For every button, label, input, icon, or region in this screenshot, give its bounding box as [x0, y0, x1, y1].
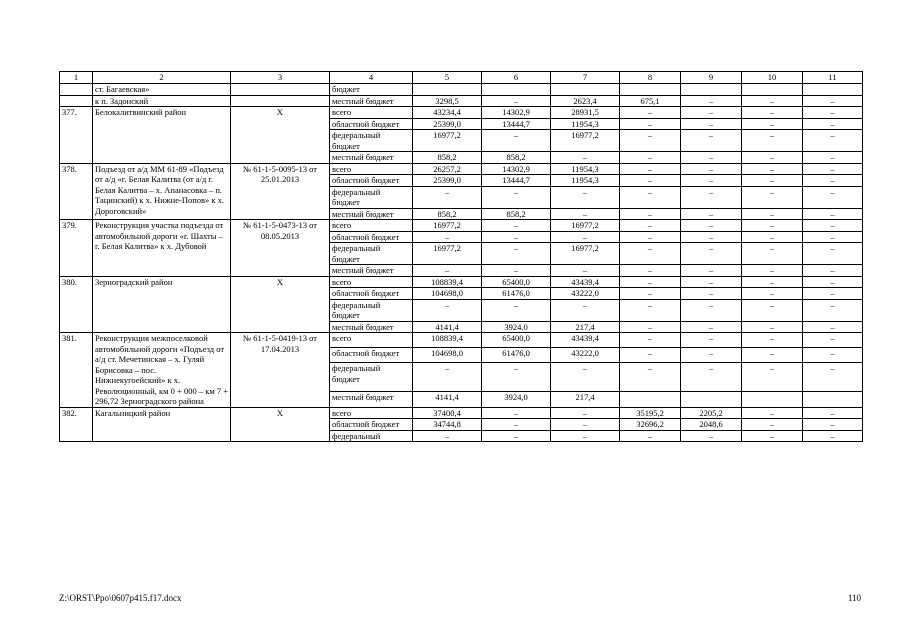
- y6-cell: –: [803, 152, 863, 164]
- source-cell: федеральный бюджет: [330, 299, 413, 321]
- name-cell: Реконструкция участка подъезда от автомобильной дороги «г. Шахты – г. Белая Калитва» к х. Дубовой: [93, 220, 231, 277]
- total-cell: 108839,4: [413, 276, 482, 288]
- source-cell: местный бюджет: [330, 265, 413, 277]
- name-cell: Кагальницкий район: [93, 407, 231, 442]
- name-cell: Зерноградский район: [93, 276, 231, 333]
- header-cell: 6: [482, 72, 551, 84]
- total-cell: 16977,2: [413, 130, 482, 152]
- header-cell: 7: [551, 72, 620, 84]
- y4-cell: –: [681, 107, 742, 119]
- y4-cell: –: [681, 288, 742, 300]
- y5-cell: –: [742, 118, 803, 130]
- y4-cell: –: [681, 276, 742, 288]
- total-cell: 3298,5: [413, 95, 482, 107]
- y1-cell: 14302,9: [482, 107, 551, 119]
- source-cell: местный бюджет: [330, 321, 413, 333]
- total-cell: 104698,0: [413, 348, 482, 363]
- table-row: [60, 107, 863, 119]
- budget-table: [59, 71, 863, 442]
- doc-cell: Х: [231, 407, 330, 442]
- y4-cell: –: [681, 321, 742, 333]
- num-cell: 381.: [60, 333, 93, 408]
- source-cell: федеральный: [330, 430, 413, 442]
- source-cell: областной бюджет: [330, 118, 413, 130]
- y1-cell: 858,2: [482, 208, 551, 220]
- y2-cell: 217,4: [551, 392, 620, 407]
- y1-cell: –: [482, 407, 551, 419]
- page-number: 110: [847, 593, 861, 603]
- y6-cell: –: [803, 220, 863, 232]
- y1-cell: –: [482, 231, 551, 243]
- y6-cell: –: [803, 321, 863, 333]
- source-cell: всего: [330, 407, 413, 419]
- y3-cell: –: [620, 118, 681, 130]
- doc-cell: № 61-1-5-0095-13 от 25.01.2013: [231, 163, 330, 220]
- doc-cell: [231, 95, 330, 107]
- total-cell: –: [413, 299, 482, 321]
- y5-cell: –: [742, 220, 803, 232]
- y3-cell: –: [620, 333, 681, 348]
- y1-cell: 3924,0: [482, 321, 551, 333]
- header-cell: 2: [93, 72, 231, 84]
- header-cell: 9: [681, 72, 742, 84]
- source-cell: областной бюджет: [330, 348, 413, 363]
- y6-cell: –: [803, 419, 863, 431]
- y3-cell: –: [620, 288, 681, 300]
- y1-cell: 14302,9: [482, 163, 551, 175]
- y6-cell: –: [803, 231, 863, 243]
- y2-cell: 11954,3: [551, 118, 620, 130]
- y4-cell: –: [681, 333, 742, 348]
- y4-cell: –: [681, 130, 742, 152]
- header-cell: 4: [330, 72, 413, 84]
- y1-cell: –: [482, 265, 551, 277]
- total-cell: [413, 84, 482, 96]
- doc-cell: [231, 84, 330, 96]
- y2-cell: 16977,2: [551, 220, 620, 232]
- y6-cell: –: [803, 430, 863, 442]
- y6-cell: –: [803, 348, 863, 363]
- y3-cell: –: [620, 220, 681, 232]
- source-cell: всего: [330, 220, 413, 232]
- y1-cell: –: [482, 419, 551, 431]
- header-cell: 10: [742, 72, 803, 84]
- y4-cell: –: [681, 186, 742, 208]
- y4-cell: 2048,6: [681, 419, 742, 431]
- y5-cell: –: [742, 348, 803, 363]
- y5-cell: –: [742, 265, 803, 277]
- y4-cell: 2205,2: [681, 407, 742, 419]
- y3-cell: –: [620, 348, 681, 363]
- y3-cell: –: [620, 208, 681, 220]
- name-cell: Подъезд от а/д ММ 61-89 «Подъезд от а/д «г. Белая Калитва (от а/д г. Белая Калитва – х. Апанасовка – п. Тацинский) к х. Нижне-Попов» к х. Дороговский»: [93, 163, 231, 220]
- y3-cell: –: [620, 107, 681, 119]
- y4-cell: –: [681, 363, 742, 392]
- y6-cell: –: [803, 363, 863, 392]
- y5-cell: –: [742, 363, 803, 392]
- y1-cell: 13444,7: [482, 175, 551, 187]
- y5-cell: –: [742, 130, 803, 152]
- y3-cell: –: [620, 299, 681, 321]
- y1-cell: –: [482, 363, 551, 392]
- name-cell: ст. Багаевская»: [93, 84, 231, 96]
- num-cell: 380.: [60, 276, 93, 333]
- y2-cell: 43439,4: [551, 276, 620, 288]
- source-cell: всего: [330, 107, 413, 119]
- source-cell: федеральный бюджет: [330, 243, 413, 265]
- total-cell: 25399,0: [413, 175, 482, 187]
- y1-cell: [482, 84, 551, 96]
- total-cell: –: [413, 363, 482, 392]
- y5-cell: –: [742, 276, 803, 288]
- y5-cell: –: [742, 430, 803, 442]
- y3-cell: [620, 84, 681, 96]
- y3-cell: –: [620, 265, 681, 277]
- num-cell: 382.: [60, 407, 93, 442]
- y5-cell: –: [742, 208, 803, 220]
- y6-cell: –: [803, 407, 863, 419]
- y4-cell: [681, 84, 742, 96]
- y2-cell: [551, 84, 620, 96]
- table-row: [60, 220, 863, 232]
- y6-cell: –: [803, 333, 863, 348]
- total-cell: 104698,0: [413, 288, 482, 300]
- y2-cell: 16977,2: [551, 243, 620, 265]
- y2-cell: –: [551, 363, 620, 392]
- total-cell: –: [413, 430, 482, 442]
- source-cell: федеральный бюджет: [330, 186, 413, 208]
- y3-cell: –: [620, 243, 681, 265]
- y5-cell: –: [742, 107, 803, 119]
- y5-cell: –: [742, 299, 803, 321]
- y2-cell: –: [551, 208, 620, 220]
- y2-cell: –: [551, 430, 620, 442]
- y1-cell: 61476,0: [482, 288, 551, 300]
- y5-cell: –: [742, 175, 803, 187]
- y1-cell: –: [482, 299, 551, 321]
- y3-cell: –: [620, 130, 681, 152]
- y3-cell: –: [620, 231, 681, 243]
- y3-cell: –: [620, 163, 681, 175]
- file-path: Z:\ORST\Ppo\0607p415.f17.docx: [59, 593, 182, 603]
- y5-cell: –: [742, 95, 803, 107]
- y1-cell: –: [482, 95, 551, 107]
- total-cell: –: [413, 265, 482, 277]
- total-cell: 26257,2: [413, 163, 482, 175]
- y2-cell: 2623,4: [551, 95, 620, 107]
- source-cell: федеральный бюджет: [330, 363, 413, 392]
- y5-cell: –: [742, 407, 803, 419]
- name-cell: к п. Задонский: [93, 95, 231, 107]
- table-row: [60, 95, 863, 107]
- table-row: [60, 407, 863, 419]
- doc-cell: № 61-1-5-0419-13 от 17.04.2013: [231, 333, 330, 408]
- y2-cell: –: [551, 419, 620, 431]
- source-cell: всего: [330, 333, 413, 348]
- y6-cell: [803, 392, 863, 407]
- y4-cell: –: [681, 348, 742, 363]
- y4-cell: –: [681, 430, 742, 442]
- y4-cell: –: [681, 208, 742, 220]
- source-cell: областной бюджет: [330, 175, 413, 187]
- y3-cell: [620, 392, 681, 407]
- source-cell: всего: [330, 163, 413, 175]
- doc-cell: № 61-1-5-0473-13 от 08.05.2013: [231, 220, 330, 277]
- y6-cell: –: [803, 208, 863, 220]
- total-cell: 34744,8: [413, 419, 482, 431]
- y5-cell: [742, 392, 803, 407]
- y6-cell: –: [803, 243, 863, 265]
- y6-cell: –: [803, 107, 863, 119]
- total-cell: 858,2: [413, 208, 482, 220]
- y4-cell: –: [681, 152, 742, 164]
- total-cell: –: [413, 231, 482, 243]
- y6-cell: –: [803, 288, 863, 300]
- y1-cell: 61476,0: [482, 348, 551, 363]
- y3-cell: –: [620, 152, 681, 164]
- y5-cell: –: [742, 419, 803, 431]
- source-cell: местный бюджет: [330, 152, 413, 164]
- y2-cell: –: [551, 152, 620, 164]
- y4-cell: –: [681, 163, 742, 175]
- y4-cell: –: [681, 265, 742, 277]
- y6-cell: –: [803, 276, 863, 288]
- y6-cell: –: [803, 299, 863, 321]
- y6-cell: –: [803, 118, 863, 130]
- total-cell: 37400,4: [413, 407, 482, 419]
- total-cell: 108839,4: [413, 333, 482, 348]
- y6-cell: –: [803, 163, 863, 175]
- total-cell: –: [413, 186, 482, 208]
- header-cell: 5: [413, 72, 482, 84]
- y3-cell: 35195,2: [620, 407, 681, 419]
- y2-cell: 16977,2: [551, 130, 620, 152]
- source-cell: областной бюджет: [330, 231, 413, 243]
- y2-cell: 217,4: [551, 321, 620, 333]
- y4-cell: –: [681, 231, 742, 243]
- y2-cell: 43439,4: [551, 333, 620, 348]
- total-cell: 16977,2: [413, 220, 482, 232]
- y2-cell: 11954,3: [551, 175, 620, 187]
- y1-cell: –: [482, 130, 551, 152]
- source-cell: местный бюджет: [330, 95, 413, 107]
- y1-cell: 858,2: [482, 152, 551, 164]
- total-cell: 25399,0: [413, 118, 482, 130]
- total-cell: 858,2: [413, 152, 482, 164]
- y6-cell: –: [803, 130, 863, 152]
- y2-cell: 11954,3: [551, 163, 620, 175]
- source-cell: федеральный бюджет: [330, 130, 413, 152]
- y3-cell: –: [620, 276, 681, 288]
- y5-cell: –: [742, 163, 803, 175]
- y2-cell: –: [551, 407, 620, 419]
- total-cell: 4141,4: [413, 321, 482, 333]
- y4-cell: –: [681, 118, 742, 130]
- y4-cell: [681, 392, 742, 407]
- y5-cell: –: [742, 186, 803, 208]
- y1-cell: 13444,7: [482, 118, 551, 130]
- header-row: [60, 72, 863, 84]
- header-cell: 3: [231, 72, 330, 84]
- source-cell: всего: [330, 276, 413, 288]
- y5-cell: –: [742, 321, 803, 333]
- y6-cell: –: [803, 175, 863, 187]
- y1-cell: 3924,0: [482, 392, 551, 407]
- source-cell: местный бюджет: [330, 208, 413, 220]
- y4-cell: –: [681, 299, 742, 321]
- y3-cell: –: [620, 430, 681, 442]
- table-row: [60, 163, 863, 175]
- y1-cell: –: [482, 243, 551, 265]
- header-cell: 11: [803, 72, 863, 84]
- y3-cell: –: [620, 175, 681, 187]
- y5-cell: –: [742, 231, 803, 243]
- y1-cell: 65400,0: [482, 276, 551, 288]
- y2-cell: –: [551, 186, 620, 208]
- y5-cell: –: [742, 243, 803, 265]
- y2-cell: –: [551, 265, 620, 277]
- y5-cell: –: [742, 152, 803, 164]
- source-cell: областной бюджет: [330, 288, 413, 300]
- num-cell: 377.: [60, 107, 93, 164]
- y6-cell: –: [803, 265, 863, 277]
- y2-cell: 43222,0: [551, 288, 620, 300]
- total-cell: 16977,2: [413, 243, 482, 265]
- y1-cell: –: [482, 220, 551, 232]
- y2-cell: 43222,0: [551, 348, 620, 363]
- num-cell: [60, 95, 93, 107]
- y3-cell: –: [620, 363, 681, 392]
- y4-cell: –: [681, 175, 742, 187]
- y4-cell: –: [681, 243, 742, 265]
- y3-cell: 32696,2: [620, 419, 681, 431]
- y5-cell: –: [742, 288, 803, 300]
- num-cell: 379.: [60, 220, 93, 277]
- header-cell: 8: [620, 72, 681, 84]
- num-cell: 378.: [60, 163, 93, 220]
- y2-cell: –: [551, 231, 620, 243]
- table-row: [60, 276, 863, 288]
- total-cell: 43234,4: [413, 107, 482, 119]
- y3-cell: 675,1: [620, 95, 681, 107]
- table-row: [60, 333, 863, 348]
- table-row: [60, 84, 863, 96]
- y1-cell: 65400,0: [482, 333, 551, 348]
- y6-cell: –: [803, 186, 863, 208]
- name-cell: Реконструкция межпоселковой автомобильной дороги «Подъезд от а/д ст. Мечетинская – х. Гуляй Борисовка – пос. Нижнекугоейский» к х. Революционный, км 0 + 000 – км 7 + 296,72 Зерноградского района: [93, 333, 231, 408]
- doc-cell: Х: [231, 276, 330, 333]
- source-cell: областной бюджет: [330, 419, 413, 431]
- header-cell: 1: [60, 72, 93, 84]
- doc-cell: Х: [231, 107, 330, 164]
- source-cell: бюджет: [330, 84, 413, 96]
- y2-cell: 28931,5: [551, 107, 620, 119]
- y4-cell: –: [681, 95, 742, 107]
- name-cell: Белокалитвинский район: [93, 107, 231, 164]
- y5-cell: –: [742, 333, 803, 348]
- source-cell: местный бюджет: [330, 392, 413, 407]
- y5-cell: [742, 84, 803, 96]
- y1-cell: –: [482, 430, 551, 442]
- total-cell: 4141,4: [413, 392, 482, 407]
- y2-cell: –: [551, 299, 620, 321]
- y4-cell: –: [681, 220, 742, 232]
- y3-cell: –: [620, 321, 681, 333]
- y3-cell: –: [620, 186, 681, 208]
- num-cell: [60, 84, 93, 96]
- y6-cell: [803, 84, 863, 96]
- y1-cell: –: [482, 186, 551, 208]
- y6-cell: –: [803, 95, 863, 107]
